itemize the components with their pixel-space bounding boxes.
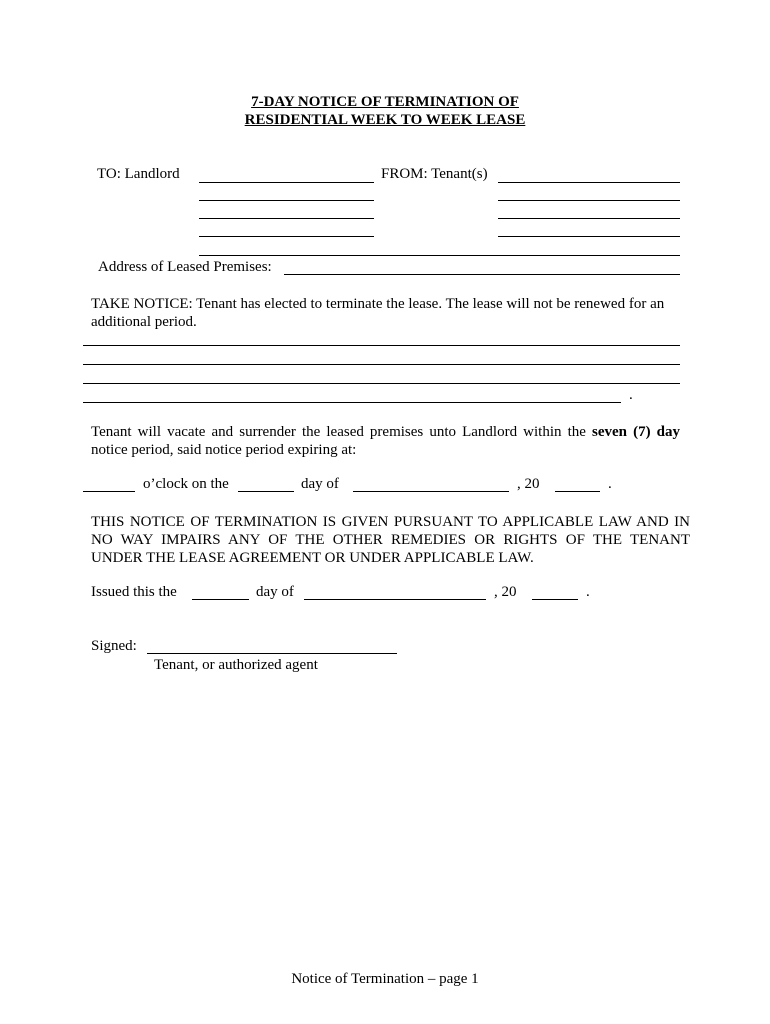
notice-line-1[interactable]: [83, 345, 680, 346]
notice-end-period: .: [629, 387, 633, 403]
expiry-year-line[interactable]: [555, 491, 600, 492]
vacate-text-before: Tenant will vacate and surrender the leased premises unto Landlord within the: [91, 424, 592, 440]
page-footer: Notice of Termination – page 1: [291, 971, 479, 987]
issued-month-line[interactable]: [304, 599, 486, 600]
address-line[interactable]: [284, 274, 680, 275]
legal-paragraph: THIS NOTICE OF TERMINATION IS GIVEN PURSUANT TO APPLICABLE LAW AND IN NO WAY IMPAIRS ANY OF THE OTHER REMEDIES OR RIGHTS OF THE TENANT UNDER THE LEASE AGREEMENT OR UNDER APPLICABLE LAW.: [91, 514, 690, 566]
address-label: Address of Leased Premises:: [98, 259, 272, 275]
notice-line-4[interactable]: [83, 402, 621, 403]
tenant-line-4[interactable]: [498, 236, 680, 237]
issued-year-prefix: , 20: [494, 584, 517, 600]
signature-caption: Tenant, or authorized agent: [154, 657, 318, 673]
notice-line-3[interactable]: [83, 383, 680, 384]
tenant-line-2[interactable]: [498, 200, 680, 201]
issued-year-line[interactable]: [532, 599, 578, 600]
expiry-year-prefix: , 20: [517, 476, 540, 492]
vacate-paragraph: [91, 423, 680, 459]
notice-line-2[interactable]: [83, 364, 680, 365]
title-line-2: RESIDENTIAL WEEK TO WEEK LEASE: [244, 112, 526, 128]
signed-label: Signed:: [91, 638, 137, 654]
issued-day-of-label: day of: [256, 584, 294, 600]
to-landlord-label: TO: Landlord: [97, 166, 180, 182]
vacate-text-after: notice period, said notice period expiring at:: [91, 442, 357, 458]
landlord-line-4[interactable]: [199, 236, 374, 237]
issued-end-period: .: [586, 584, 590, 600]
expiry-hour-line[interactable]: [83, 491, 135, 492]
expiry-oclock-label: o’clock on the: [143, 476, 229, 492]
tenant-line-3[interactable]: [498, 218, 680, 219]
issued-label: Issued this the: [91, 584, 177, 600]
landlord-line-3[interactable]: [199, 218, 374, 219]
landlord-line-2[interactable]: [199, 200, 374, 201]
landlord-line-1[interactable]: [199, 182, 374, 183]
address-line-top[interactable]: [199, 255, 680, 256]
expiry-day-line[interactable]: [238, 491, 294, 492]
expiry-month-line[interactable]: [353, 491, 509, 492]
issued-day-line[interactable]: [192, 599, 249, 600]
from-tenant-label: FROM: Tenant(s): [381, 166, 488, 182]
expiry-day-of-label: day of: [301, 476, 339, 492]
expiry-end-period: .: [608, 476, 612, 492]
title-line-1: 7-DAY NOTICE OF TERMINATION OF: [251, 94, 519, 110]
vacate-bold-period: seven (7) day: [592, 424, 680, 440]
signature-line[interactable]: [147, 653, 397, 654]
tenant-line-1[interactable]: [498, 182, 680, 183]
take-notice-text: TAKE NOTICE: Tenant has elected to terminate the lease. The lease will not be renewed for an additional period.: [91, 296, 665, 330]
